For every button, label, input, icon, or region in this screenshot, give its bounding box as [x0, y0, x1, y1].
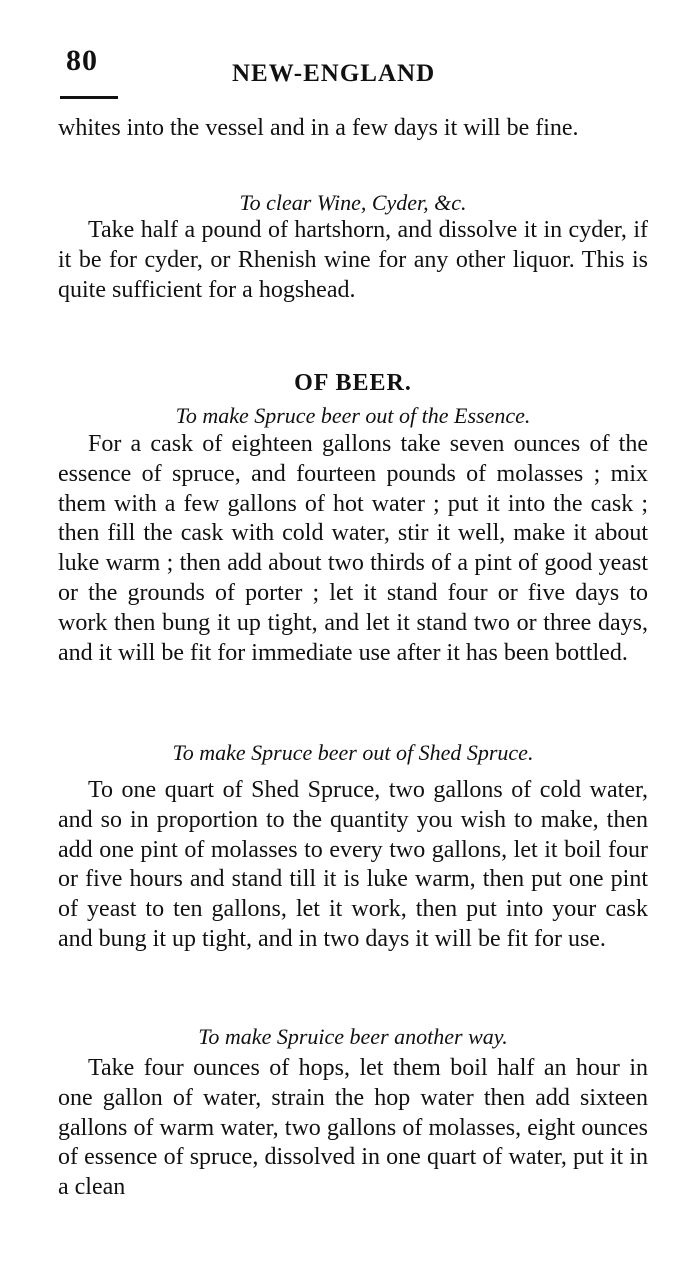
page-number: 80	[66, 44, 98, 77]
subheading-spruce-another-way: To make Spruice beer another way.	[198, 1024, 508, 1049]
paragraph-shed-spruce: To one quart of Shed Spruce, two gallons of cold water, and so in proportion to the quantity you wish to make, then add one pint of molasses to every two gallons, let it boil four or five hours and stand till it is luke warm, then put one pint of yeast to ten gallons, let it work, then put into your cask and bung it up tight, and in two days it will be fit for use.	[58, 777, 648, 952]
running-title: NEW-ENGLAND	[232, 60, 436, 87]
paragraph-continuation: whites into the vessel and in a few days it will be fine.	[58, 115, 579, 141]
header-rule	[60, 96, 118, 99]
paragraph-spruce-another-way: Take four ounces of hops, let them boil half an hour in one gallon of water, strain the hop water then add sixteen gallons of warm water, two gallons of molasses, eight ounces of essence of spruce, dissolved in one quart of water, put it in a clean	[58, 1055, 648, 1201]
subheading-clear-wine: To clear Wine, Cyder, &c.	[239, 190, 467, 215]
subheading-spruce-essence: To make Spruce beer out of the Essence.	[175, 403, 531, 428]
paragraph-clear-wine: Take half a pound of hartshorn, and dissolve it in cyder, if it be for cyder, or Rhenish wine for any other liquor. This is quite sufficient for a hogshead.	[58, 217, 648, 303]
subheading-shed-spruce: To make Spruce beer out of Shed Spruce.	[172, 740, 534, 765]
section-heading-beer: OF BEER.	[294, 370, 412, 396]
paragraph-spruce-essence: For a cask of eighteen gallons take seven ounces of the essence of spruce, and fourteen pounds of molasses ; mix them with a few gallons of hot water ; put it into the cask ; then fill the cask with cold water, stir it well, make it about luke warm ; then add about two thirds of a pint of good yeast or the grounds of porter ; let it stand four or five days to work then bung it up tight, and let it stand two or three days, and it will be fit for immediate use after it has been bottled.	[58, 431, 648, 666]
